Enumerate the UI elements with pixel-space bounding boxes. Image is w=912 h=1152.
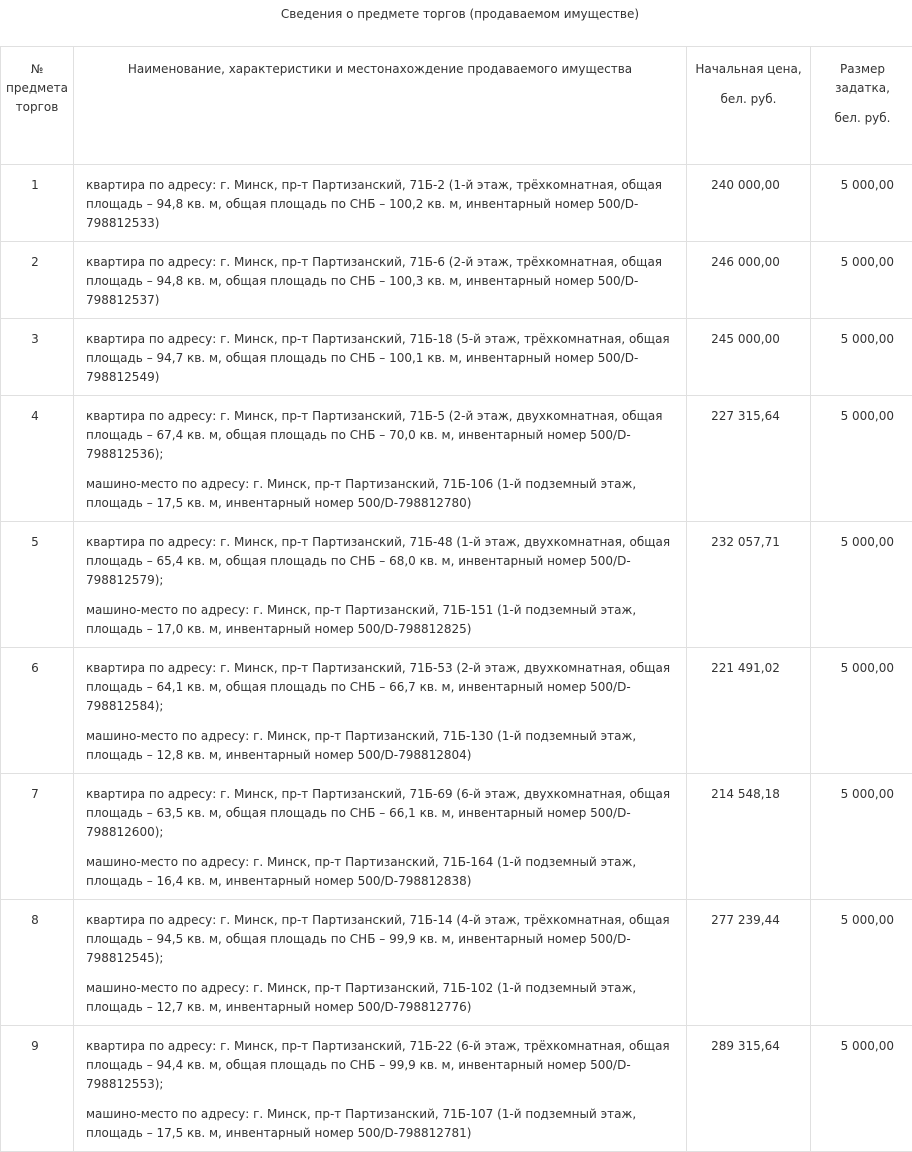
start-price-cell: 246 000,00: [687, 242, 811, 319]
deposit-cell: 5 000,00: [811, 774, 912, 900]
lot-number-cell: 7: [1, 774, 74, 900]
deposit-cell: 5 000,00: [811, 319, 912, 396]
start-price-cell: 240 000,00: [687, 165, 811, 242]
property-description-paragraph: машино-место по адресу: г. Минск, пр-т Партизанский, 71Б-151 (1-й подземный этаж, площадь – 17,0 кв. м, инвентарный номер 500/D-798812825): [86, 601, 676, 639]
property-description-paragraph: квартира по адресу: г. Минск, пр-т Партизанский, 71Б-22 (6-й этаж, трёхкомнатная, общая площадь – 94,4 кв. м, общая площадь по СНБ – 99,9 кв. м, инвентарный номер 500/D-798812553);: [86, 1037, 676, 1094]
property-description-paragraph: машино-место по адресу: г. Минск, пр-т Партизанский, 71Б-106 (1-й подземный этаж, площадь – 17,5 кв. м, инвентарный номер 500/D-798812780): [86, 475, 676, 513]
property-description-paragraph: квартира по адресу: г. Минск, пр-т Партизанский, 71Б-18 (5-й этаж, трёхкомнатная, общая площадь – 94,7 кв. м, общая площадь по СНБ – 100,1 кв. м, инвентарный номер 500/D-798812549): [86, 330, 676, 387]
property-description-paragraph: машино-место по адресу: г. Минск, пр-т Партизанский, 71Б-130 (1-й подземный этаж, площадь – 12,8 кв. м, инвентарный номер 500/D-798812804): [86, 727, 676, 765]
lots-table: [0, 46, 912, 1152]
lot-number-cell: 3: [1, 319, 74, 396]
property-description-paragraph: квартира по адресу: г. Минск, пр-т Партизанский, 71Б-53 (2-й этаж, двухкомнатная, общая площадь – 64,1 кв. м, общая площадь по СНБ – 66,7 кв. м, инвентарный номер 500/D-798812584);: [86, 659, 676, 716]
property-description-cell: [74, 242, 687, 319]
deposit-cell: 5 000,00: [811, 900, 912, 1026]
table-row: [1, 648, 912, 774]
table-header-row: [1, 47, 912, 165]
table-row: [1, 242, 912, 319]
start-price-cell: 214 548,18: [687, 774, 811, 900]
deposit-cell: 5 000,00: [811, 1026, 912, 1152]
property-description-cell: [74, 900, 687, 1026]
lot-number-cell: 1: [1, 165, 74, 242]
table-row: [1, 319, 912, 396]
property-description-paragraph: квартира по адресу: г. Минск, пр-т Партизанский, 71Б-6 (2-й этаж, трёхкомнатная, общая площадь – 94,8 кв. м, общая площадь по СНБ – 100,3 кв. м, инвентарный номер 500/D-798812537): [86, 253, 676, 310]
deposit-cell: 5 000,00: [811, 242, 912, 319]
property-description-cell: [74, 319, 687, 396]
table-caption: Сведения о предмете торгов (продаваемом имуществе): [0, 6, 912, 22]
deposit-cell: 5 000,00: [811, 165, 912, 242]
property-description-paragraph: квартира по адресу: г. Минск, пр-т Партизанский, 71Б-14 (4-й этаж, трёхкомнатная, общая площадь – 94,5 кв. м, общая площадь по СНБ – 99,9 кв. м, инвентарный номер 500/D-798812545);: [86, 911, 676, 968]
property-description-cell: [74, 1026, 687, 1152]
start-price-cell: 245 000,00: [687, 319, 811, 396]
property-description-cell: [74, 396, 687, 522]
deposit-cell: 5 000,00: [811, 396, 912, 522]
header-deposit-line: бел. руб.: [817, 109, 908, 128]
table-row: [1, 900, 912, 1026]
lot-number-cell: 5: [1, 522, 74, 648]
start-price-cell: 232 057,71: [687, 522, 811, 648]
property-description-paragraph: машино-место по адресу: г. Минск, пр-т Партизанский, 71Б-164 (1-й подземный этаж, площадь – 16,4 кв. м, инвентарный номер 500/D-798812838): [86, 853, 676, 891]
property-description-paragraph: машино-место по адресу: г. Минск, пр-т Партизанский, 71Б-107 (1-й подземный этаж, площадь – 17,5 кв. м, инвентарный номер 500/D-798812781): [86, 1105, 676, 1143]
header-lot-number: [1, 47, 74, 165]
lot-number-cell: 2: [1, 242, 74, 319]
header-deposit-line: задатка,: [817, 79, 908, 98]
deposit-cell: 5 000,00: [811, 522, 912, 648]
header-deposit-line: Размер: [817, 60, 908, 79]
property-description-paragraph: квартира по адресу: г. Минск, пр-т Партизанский, 71Б-2 (1-й этаж, трёхкомнатная, общая площадь – 94,8 кв. м, общая площадь по СНБ – 100,2 кв. м, инвентарный номер 500/D-798812533): [86, 176, 676, 233]
lot-number-cell: 6: [1, 648, 74, 774]
header-lot-number-line: предмета: [5, 79, 69, 98]
property-description-cell: [74, 165, 687, 242]
header-lot-number-line: №: [5, 60, 69, 79]
table-row: [1, 1026, 912, 1152]
lot-number-cell: 9: [1, 1026, 74, 1152]
property-description-paragraph: квартира по адресу: г. Минск, пр-т Партизанский, 71Б-5 (2-й этаж, двухкомнатная, общая площадь – 67,4 кв. м, общая площадь по СНБ – 70,0 кв. м, инвентарный номер 500/D-798812536);: [86, 407, 676, 464]
property-description-cell: [74, 648, 687, 774]
table-row: [1, 522, 912, 648]
header-start-price-line: бел. руб.: [693, 90, 804, 109]
header-lot-number-line: торгов: [5, 98, 69, 117]
property-description-paragraph: машино-место по адресу: г. Минск, пр-т Партизанский, 71Б-102 (1-й подземный этаж, площадь – 12,7 кв. м, инвентарный номер 500/D-798812776): [86, 979, 676, 1017]
header-start-price: [687, 47, 811, 165]
header-property-description-text: Наименование, характеристики и местонахождение продаваемого имущества: [82, 60, 678, 79]
table-row: [1, 165, 912, 242]
header-property-description: [74, 47, 687, 165]
property-description-paragraph: квартира по адресу: г. Минск, пр-т Партизанский, 71Б-48 (1-й этаж, двухкомнатная, общая площадь – 65,4 кв. м, общая площадь по СНБ – 68,0 кв. м, инвентарный номер 500/D-798812579);: [86, 533, 676, 590]
start-price-cell: 221 491,02: [687, 648, 811, 774]
deposit-cell: 5 000,00: [811, 648, 912, 774]
property-description-paragraph: квартира по адресу: г. Минск, пр-т Партизанский, 71Б-69 (6-й этаж, двухкомнатная, общая площадь – 63,5 кв. м, общая площадь по СНБ – 66,1 кв. м, инвентарный номер 500/D-798812600);: [86, 785, 676, 842]
lot-number-cell: 4: [1, 396, 74, 522]
start-price-cell: 277 239,44: [687, 900, 811, 1026]
property-description-cell: [74, 774, 687, 900]
property-description-cell: [74, 522, 687, 648]
header-start-price-line: Начальная цена,: [693, 60, 804, 79]
table-row: [1, 774, 912, 900]
header-deposit: [811, 47, 912, 165]
start-price-cell: 227 315,64: [687, 396, 811, 522]
start-price-cell: 289 315,64: [687, 1026, 811, 1152]
lot-number-cell: 8: [1, 900, 74, 1026]
table-row: [1, 396, 912, 522]
